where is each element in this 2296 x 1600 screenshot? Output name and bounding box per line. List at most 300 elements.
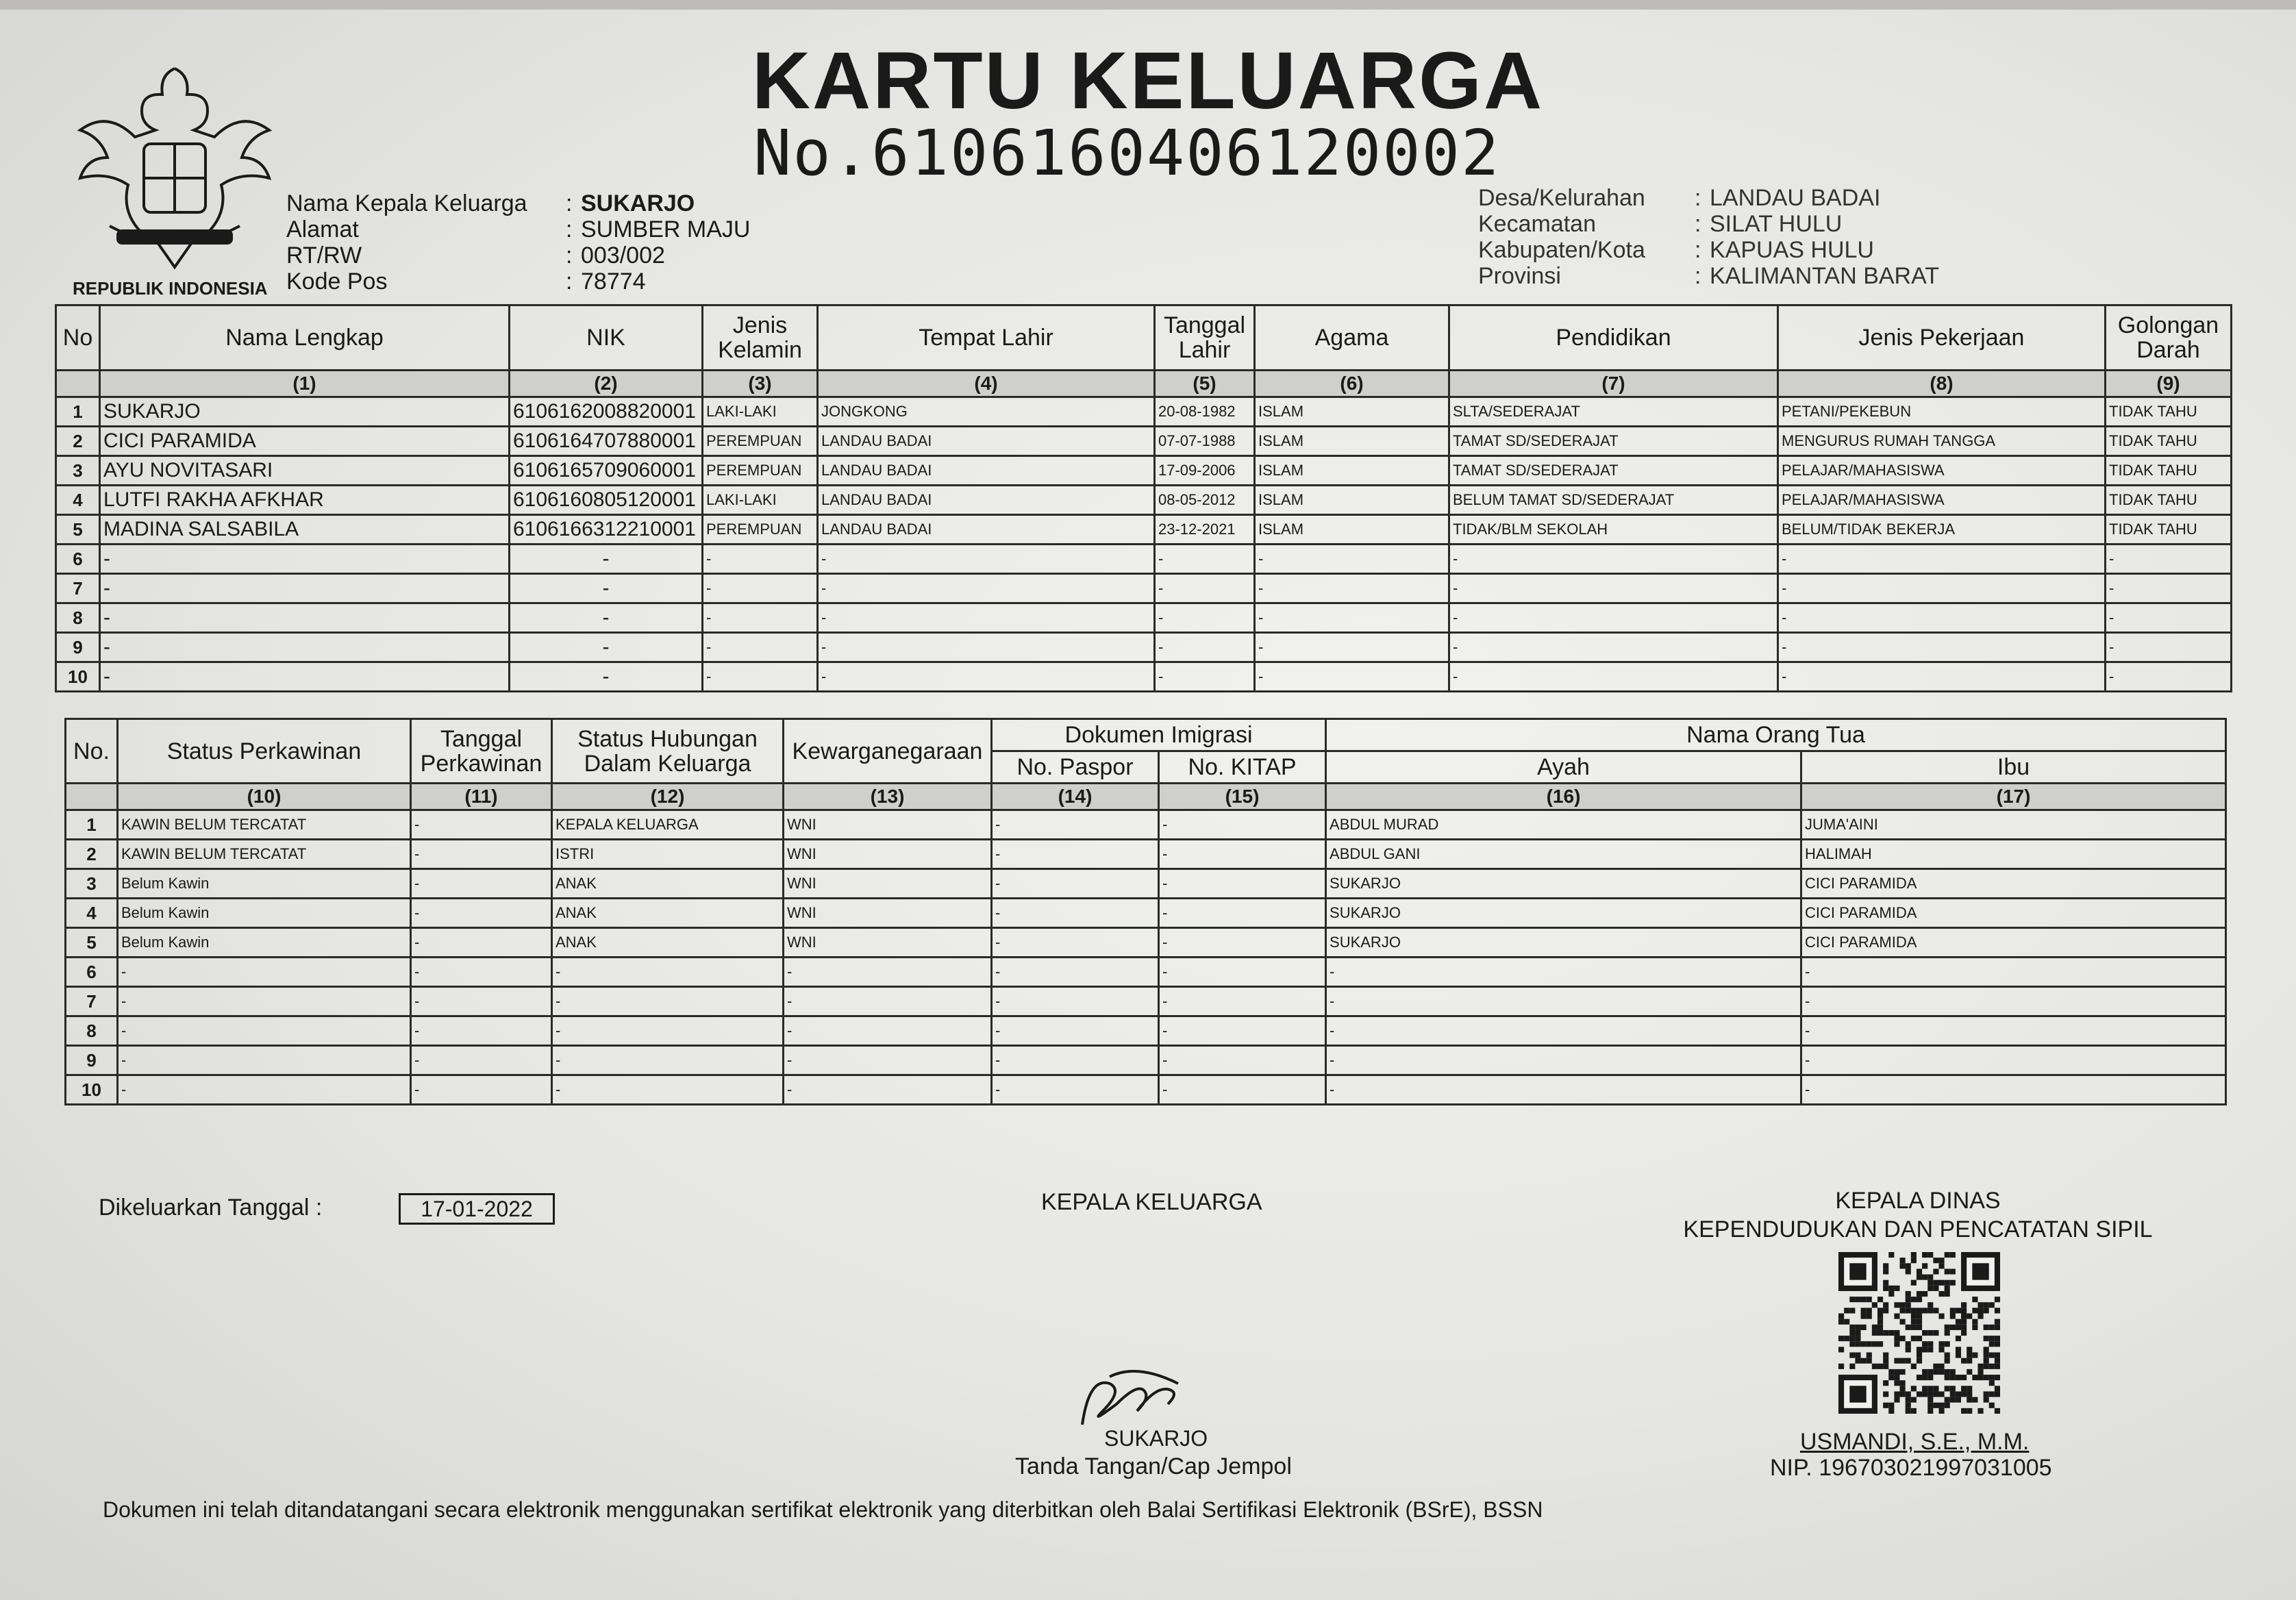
col-header-education: Pendidikan (1449, 305, 1778, 371)
head-of-family-row (286, 190, 750, 216)
cell-marriage-date: - (411, 987, 552, 1016)
col-header-occupation: Jenis Pekerjaan (1778, 305, 2106, 371)
col-header-marital-status: Status Perkawinan (118, 719, 411, 784)
cell-kitap: - (1159, 1046, 1326, 1075)
cell-education: TAMAT SD/SEDERAJAT (1449, 427, 1778, 456)
col-number-label: (16) (1326, 784, 1801, 810)
table-row (66, 1046, 2226, 1075)
cell-birthplace: LANDAU BADAI (818, 427, 1155, 456)
family-status-table (64, 718, 2227, 1105)
cell-religion: - (1255, 603, 1449, 633)
cell-citizenship: - (784, 1016, 992, 1046)
cell-birthplace: LANDAU BADAI (818, 486, 1155, 515)
cell-passport: - (992, 928, 1159, 958)
cell-birthdate: 20-08-1982 (1155, 397, 1255, 427)
cell-gender: - (703, 603, 818, 633)
col-header-no: No. (66, 719, 118, 784)
field-label: Kabupaten/Kota (1478, 237, 1645, 263)
cell-blood-type: TIDAK TAHU (2106, 486, 2232, 515)
cell-full-name: LUTFI RAKHA AFKHAR (100, 486, 510, 515)
address-value: SUMBER MAJU (581, 216, 751, 242)
cell-gender: LAKI-LAKI (703, 486, 818, 515)
cell-full-name: - (100, 545, 510, 574)
col-header-nik: NIK (510, 305, 703, 371)
col-header-marriage-date: Tanggal Perkawinan (411, 719, 552, 784)
cell-passport: - (992, 1046, 1159, 1075)
regency-value: KAPUAS HULU (1710, 237, 1874, 263)
cell-full-name: - (100, 574, 510, 603)
office-head-name: USMANDI, S.E., M.M. (1800, 1429, 2030, 1455)
table-row (66, 810, 2226, 840)
header-left-info (286, 190, 750, 295)
cell-passport: - (992, 1075, 1159, 1105)
cell-education: - (1449, 603, 1778, 633)
regency-row (1478, 237, 1939, 263)
cell-gender: - (703, 574, 818, 603)
cell-no: 6 (66, 958, 118, 987)
cell-relationship: ANAK (552, 869, 784, 899)
qr-code-icon (1822, 1252, 2017, 1414)
field-separator: : (1695, 237, 1701, 263)
rt-rw-value: 003/002 (581, 242, 665, 268)
cell-marriage-date: - (411, 1016, 552, 1046)
cell-no: 1 (56, 397, 100, 427)
cell-kitap: - (1159, 1016, 1326, 1046)
cell-mother: - (1801, 1016, 2226, 1046)
cell-passport: - (992, 987, 1159, 1016)
field-separator: : (566, 190, 573, 216)
office-head-title (1671, 1186, 2164, 1244)
cell-passport: - (992, 810, 1159, 840)
table-row (66, 987, 2226, 1016)
col-number-label: (4) (818, 371, 1155, 397)
province-row (1478, 263, 1939, 289)
col-number-label: (9) (2106, 371, 2232, 397)
cell-no: 10 (66, 1075, 118, 1105)
cell-no: 3 (66, 869, 118, 899)
cell-nik: - (510, 662, 703, 692)
table-row (56, 603, 2232, 633)
cell-father: - (1326, 1046, 1801, 1075)
province-value: KALIMANTAN BARAT (1710, 263, 1940, 289)
cell-nik: - (510, 545, 703, 574)
cell-birthplace: - (818, 662, 1155, 692)
cell-marriage-date: - (411, 1046, 552, 1075)
field-label: Provinsi (1478, 263, 1561, 289)
cell-blood-type: - (2106, 633, 2232, 662)
cell-birthplace: - (818, 633, 1155, 662)
col-number-label: (3) (703, 371, 818, 397)
document-title: KARTU KELUARGA (751, 36, 1545, 126)
field-separator: : (566, 268, 573, 295)
cell-religion: ISLAM (1255, 427, 1449, 456)
cell-passport: - (992, 899, 1159, 928)
cell-blood-type: TIDAK TAHU (2106, 427, 2232, 456)
issued-date-value: 17-01-2022 (399, 1193, 555, 1225)
cell-nik: - (510, 603, 703, 633)
cell-religion: ISLAM (1255, 486, 1449, 515)
col-header-no: No (56, 305, 100, 371)
col-header-full-name: Nama Lengkap (100, 305, 510, 371)
cell-mother: CICI PARAMIDA (1801, 928, 2226, 958)
signatory-name: SUKARJO (1104, 1426, 1208, 1451)
address-row (286, 216, 750, 242)
office-head-nip: NIP. 196703021997031005 (1770, 1455, 2052, 1481)
head-of-family-signature-label: KEPALA KELUARGA (1041, 1189, 1262, 1215)
cell-education: TIDAK/BLM SEKOLAH (1449, 515, 1778, 545)
cell-marital-status: - (118, 958, 411, 987)
cell-kitap: - (1159, 840, 1326, 869)
field-label: RT/RW (286, 242, 362, 268)
cell-religion: - (1255, 545, 1449, 574)
table-row (56, 456, 2232, 486)
cell-blood-type: TIDAK TAHU (2106, 515, 2232, 545)
field-separator: : (1695, 211, 1701, 237)
cell-kitap: - (1159, 810, 1326, 840)
cell-occupation: - (1778, 662, 2106, 692)
cell-relationship: - (552, 958, 784, 987)
cell-mother: CICI PARAMIDA (1801, 869, 2226, 899)
cell-passport: - (992, 958, 1159, 987)
cell-full-name: AYU NOVITASARI (100, 456, 510, 486)
family-status-header (66, 719, 2226, 810)
cell-full-name: SUKARJO (100, 397, 510, 427)
cell-birthdate: - (1155, 662, 1255, 692)
field-separator: : (1695, 185, 1701, 211)
emblem-caption: REPUBLIK INDONESIA (73, 278, 268, 299)
cell-kitap: - (1159, 1075, 1326, 1105)
cell-birthdate: - (1155, 574, 1255, 603)
cell-education: - (1449, 574, 1778, 603)
cell-father: ABDUL MURAD (1326, 810, 1801, 840)
col-number-label: (2) (510, 371, 703, 397)
cell-birthdate: 08-05-2012 (1155, 486, 1255, 515)
cell-birthplace: - (818, 545, 1155, 574)
postal-code-value: 78774 (581, 268, 646, 295)
col-header-passport: No. Paspor (992, 751, 1159, 784)
cell-full-name: MADINA SALSABILA (100, 515, 510, 545)
cell-blood-type: - (2106, 545, 2232, 574)
col-number-label: (7) (1449, 371, 1778, 397)
table-row (56, 662, 2232, 692)
cell-no: 2 (66, 840, 118, 869)
cell-gender: - (703, 662, 818, 692)
cell-kitap: - (1159, 928, 1326, 958)
cell-no: 6 (56, 545, 100, 574)
table-row (56, 427, 2232, 456)
cell-occupation: PELAJAR/MAHASISWA (1778, 486, 2106, 515)
table-row (56, 633, 2232, 662)
cell-citizenship: WNI (784, 869, 992, 899)
col-number-label: (1) (100, 371, 510, 397)
col-number-label (56, 371, 100, 397)
cell-marital-status: - (118, 987, 411, 1016)
cell-mother: - (1801, 1046, 2226, 1075)
cell-citizenship: WNI (784, 840, 992, 869)
col-header-kitap: No. KITAP (1159, 751, 1326, 784)
cell-marriage-date: - (411, 928, 552, 958)
cell-gender: PEREMPUAN (703, 456, 818, 486)
table-row (56, 515, 2232, 545)
cell-occupation: - (1778, 633, 2106, 662)
family-members-header (56, 305, 2232, 397)
cell-mother: CICI PARAMIDA (1801, 899, 2226, 928)
cell-occupation: - (1778, 574, 2106, 603)
office-name: KEPENDUDUKAN DAN PENCATATAN SIPIL (1683, 1216, 2153, 1242)
col-header-parents: Nama Orang Tua (1326, 719, 2226, 751)
cell-marital-status: KAWIN BELUM TERCATAT (118, 810, 411, 840)
cell-father: SUKARJO (1326, 928, 1801, 958)
table-row (66, 869, 2226, 899)
cell-passport: - (992, 840, 1159, 869)
cell-nik: - (510, 574, 703, 603)
field-label: Desa/Kelurahan (1478, 185, 1645, 211)
cell-religion: - (1255, 574, 1449, 603)
cell-religion: - (1255, 662, 1449, 692)
cell-nik: 6106165709060001 (510, 456, 703, 486)
cell-no: 7 (66, 987, 118, 1016)
col-number-label: (12) (552, 784, 784, 810)
cell-no: 5 (66, 928, 118, 958)
cell-religion: ISLAM (1255, 397, 1449, 427)
cell-full-name: - (100, 633, 510, 662)
cell-mother: - (1801, 958, 2226, 987)
field-separator: : (566, 242, 573, 268)
cell-mother: JUMA'AINI (1801, 810, 2226, 840)
field-label: Kode Pos (286, 268, 388, 295)
col-number-label: (14) (992, 784, 1159, 810)
family-members-table (55, 304, 2232, 692)
table-row (66, 1016, 2226, 1046)
village-row (1478, 185, 1939, 211)
cell-no: 3 (56, 456, 100, 486)
cell-marriage-date: - (411, 1075, 552, 1105)
header-right-info (1478, 185, 1939, 289)
field-label: Alamat (286, 216, 359, 242)
cell-father: ABDUL GANI (1326, 840, 1801, 869)
cell-no: 9 (66, 1046, 118, 1075)
cell-blood-type: - (2106, 603, 2232, 633)
cell-father: SUKARJO (1326, 899, 1801, 928)
col-header-citizenship: Kewarganegaraan (784, 719, 992, 784)
col-number-label: (15) (1159, 784, 1326, 810)
issued-date-label: Dikeluarkan Tanggal : (99, 1195, 323, 1221)
cell-full-name: CICI PARAMIDA (100, 427, 510, 456)
cell-gender: PEREMPUAN (703, 427, 818, 456)
cell-no: 7 (56, 574, 100, 603)
document-number: No.6106160406120002 (753, 116, 1501, 190)
cell-marital-status: Belum Kawin (118, 899, 411, 928)
col-number-label: (8) (1778, 371, 2106, 397)
cell-marital-status: KAWIN BELUM TERCATAT (118, 840, 411, 869)
cell-education: - (1449, 662, 1778, 692)
cell-nik: - (510, 633, 703, 662)
office-head-position: KEPALA DINAS (1835, 1188, 2001, 1214)
cell-relationship: ANAK (552, 899, 784, 928)
district-value: SILAT HULU (1710, 211, 1843, 237)
col-header-birthdate: Tanggal Lahir (1155, 305, 1255, 371)
cell-birthdate: 07-07-1988 (1155, 427, 1255, 456)
cell-kitap: - (1159, 958, 1326, 987)
cell-father: - (1326, 1016, 1801, 1046)
col-header-religion: Agama (1255, 305, 1449, 371)
cell-birthdate: 23-12-2021 (1155, 515, 1255, 545)
col-header-gender: Jenis Kelamin (703, 305, 818, 371)
cell-birthplace: - (818, 574, 1155, 603)
table-row (56, 397, 2232, 427)
cell-relationship: - (552, 1046, 784, 1075)
col-number-label: (17) (1801, 784, 2226, 810)
col-header-relationship: Status Hubungan Dalam Keluarga (552, 719, 784, 784)
table-row (56, 545, 2232, 574)
cell-nik: 6106162008820001 (510, 397, 703, 427)
cell-occupation: PELAJAR/MAHASISWA (1778, 456, 2106, 486)
cell-marital-status: Belum Kawin (118, 928, 411, 958)
cell-full-name: - (100, 603, 510, 633)
cell-full-name: - (100, 662, 510, 692)
cell-mother: - (1801, 1075, 2226, 1105)
cell-marital-status: - (118, 1046, 411, 1075)
signature-caption: Tanda Tangan/Cap Jempol (1015, 1453, 1292, 1479)
cell-blood-type: TIDAK TAHU (2106, 456, 2232, 486)
table-row (66, 899, 2226, 928)
field-separator: : (566, 216, 573, 242)
cell-marital-status: - (118, 1016, 411, 1046)
cell-no: 1 (66, 810, 118, 840)
cell-occupation: MENGURUS RUMAH TANGGA (1778, 427, 2106, 456)
col-number-label (66, 784, 118, 810)
cell-kitap: - (1159, 899, 1326, 928)
table-row (56, 574, 2232, 603)
head-of-family-name: SUKARJO (581, 190, 695, 216)
cell-marital-status: - (118, 1075, 411, 1105)
cell-blood-type: - (2106, 574, 2232, 603)
col-number-label: (10) (118, 784, 411, 810)
cell-blood-type: TIDAK TAHU (2106, 397, 2232, 427)
cell-education: - (1449, 633, 1778, 662)
cell-marriage-date: - (411, 958, 552, 987)
cell-relationship: ANAK (552, 928, 784, 958)
cell-father: SUKARJO (1326, 869, 1801, 899)
field-label: Kecamatan (1478, 211, 1596, 237)
cell-no: 9 (56, 633, 100, 662)
cell-marital-status: Belum Kawin (118, 869, 411, 899)
cell-no: 8 (66, 1016, 118, 1046)
col-number-label: (6) (1255, 371, 1449, 397)
table-row (66, 928, 2226, 958)
cell-birthplace: - (818, 603, 1155, 633)
cell-no: 8 (56, 603, 100, 633)
cell-relationship: KEPALA KELUARGA (552, 810, 784, 840)
col-number-label: (13) (784, 784, 992, 810)
cell-religion: ISLAM (1255, 515, 1449, 545)
cell-education: SLTA/SEDERAJAT (1449, 397, 1778, 427)
cell-occupation: BELUM/TIDAK BEKERJA (1778, 515, 2106, 545)
cell-birthdate: 17-09-2006 (1155, 456, 1255, 486)
cell-father: - (1326, 1075, 1801, 1105)
cell-kitap: - (1159, 869, 1326, 899)
top-edge (0, 0, 2296, 10)
cell-birthdate: - (1155, 633, 1255, 662)
cell-gender: - (703, 545, 818, 574)
cell-gender: PEREMPUAN (703, 515, 818, 545)
cell-kitap: - (1159, 987, 1326, 1016)
cell-marriage-date: - (411, 840, 552, 869)
col-header-blood-type: Golongan Darah (2106, 305, 2232, 371)
cell-birthplace: LANDAU BADAI (818, 456, 1155, 486)
cell-occupation: PETANI/PEKEBUN (1778, 397, 2106, 427)
cell-marriage-date: - (411, 899, 552, 928)
table-row (66, 1075, 2226, 1105)
rt-rw-row (286, 242, 750, 268)
cell-religion: - (1255, 633, 1449, 662)
cell-mother: HALIMAH (1801, 840, 2226, 869)
cell-birthdate: - (1155, 545, 1255, 574)
cell-occupation: - (1778, 545, 2106, 574)
col-number-label: (11) (411, 784, 552, 810)
cell-passport: - (992, 869, 1159, 899)
cell-relationship: - (552, 1016, 784, 1046)
cell-citizenship: WNI (784, 810, 992, 840)
cell-education: TAMAT SD/SEDERAJAT (1449, 456, 1778, 486)
table-row (66, 958, 2226, 987)
field-label: Nama Kepala Keluarga (286, 190, 527, 216)
cell-birthplace: LANDAU BADAI (818, 515, 1155, 545)
col-header-immigration-docs: Dokumen Imigrasi (992, 719, 1326, 751)
cell-citizenship: - (784, 987, 992, 1016)
table-row (66, 840, 2226, 869)
cell-mother: - (1801, 987, 2226, 1016)
cell-father: - (1326, 958, 1801, 987)
cell-father: - (1326, 987, 1801, 1016)
cell-gender: LAKI-LAKI (703, 397, 818, 427)
cell-nik: 6106160805120001 (510, 486, 703, 515)
cell-passport: - (992, 1016, 1159, 1046)
col-header-mother: Ibu (1801, 751, 2226, 784)
cell-nik: 6106166312210001 (510, 515, 703, 545)
cell-relationship: - (552, 987, 784, 1016)
cell-nik: 6106164707880001 (510, 427, 703, 456)
cell-blood-type: - (2106, 662, 2232, 692)
electronic-signature-disclaimer: Dokumen ini telah ditandatangani secara elektronik menggunakan sertifikat elektronik yang diterbitkan oleh Balai Sertifikasi Elektronik (BSrE), BSSN (103, 1497, 1543, 1522)
cell-gender: - (703, 633, 818, 662)
cell-relationship: ISTRI (552, 840, 784, 869)
col-header-birthplace: Tempat Lahir (818, 305, 1155, 371)
col-header-father: Ayah (1326, 751, 1801, 784)
cell-no: 2 (56, 427, 100, 456)
cell-education: - (1449, 545, 1778, 574)
cell-no: 10 (56, 662, 100, 692)
cell-birthplace: JONGKONG (818, 397, 1155, 427)
cell-birthdate: - (1155, 603, 1255, 633)
cell-marriage-date: - (411, 810, 552, 840)
cell-citizenship: - (784, 1046, 992, 1075)
district-row (1478, 211, 1939, 237)
cell-citizenship: - (784, 1075, 992, 1105)
cell-no: 5 (56, 515, 100, 545)
col-number-label: (5) (1155, 371, 1255, 397)
cell-education: BELUM TAMAT SD/SEDERAJAT (1449, 486, 1778, 515)
field-separator: : (1695, 263, 1701, 289)
village-value: LANDAU BADAI (1710, 185, 1881, 211)
cell-occupation: - (1778, 603, 2106, 633)
cell-citizenship: WNI (784, 899, 992, 928)
postal-code-row (286, 268, 750, 295)
cell-no: 4 (66, 899, 118, 928)
cell-religion: ISLAM (1255, 456, 1449, 486)
cell-relationship: - (552, 1075, 784, 1105)
table-row (56, 486, 2232, 515)
